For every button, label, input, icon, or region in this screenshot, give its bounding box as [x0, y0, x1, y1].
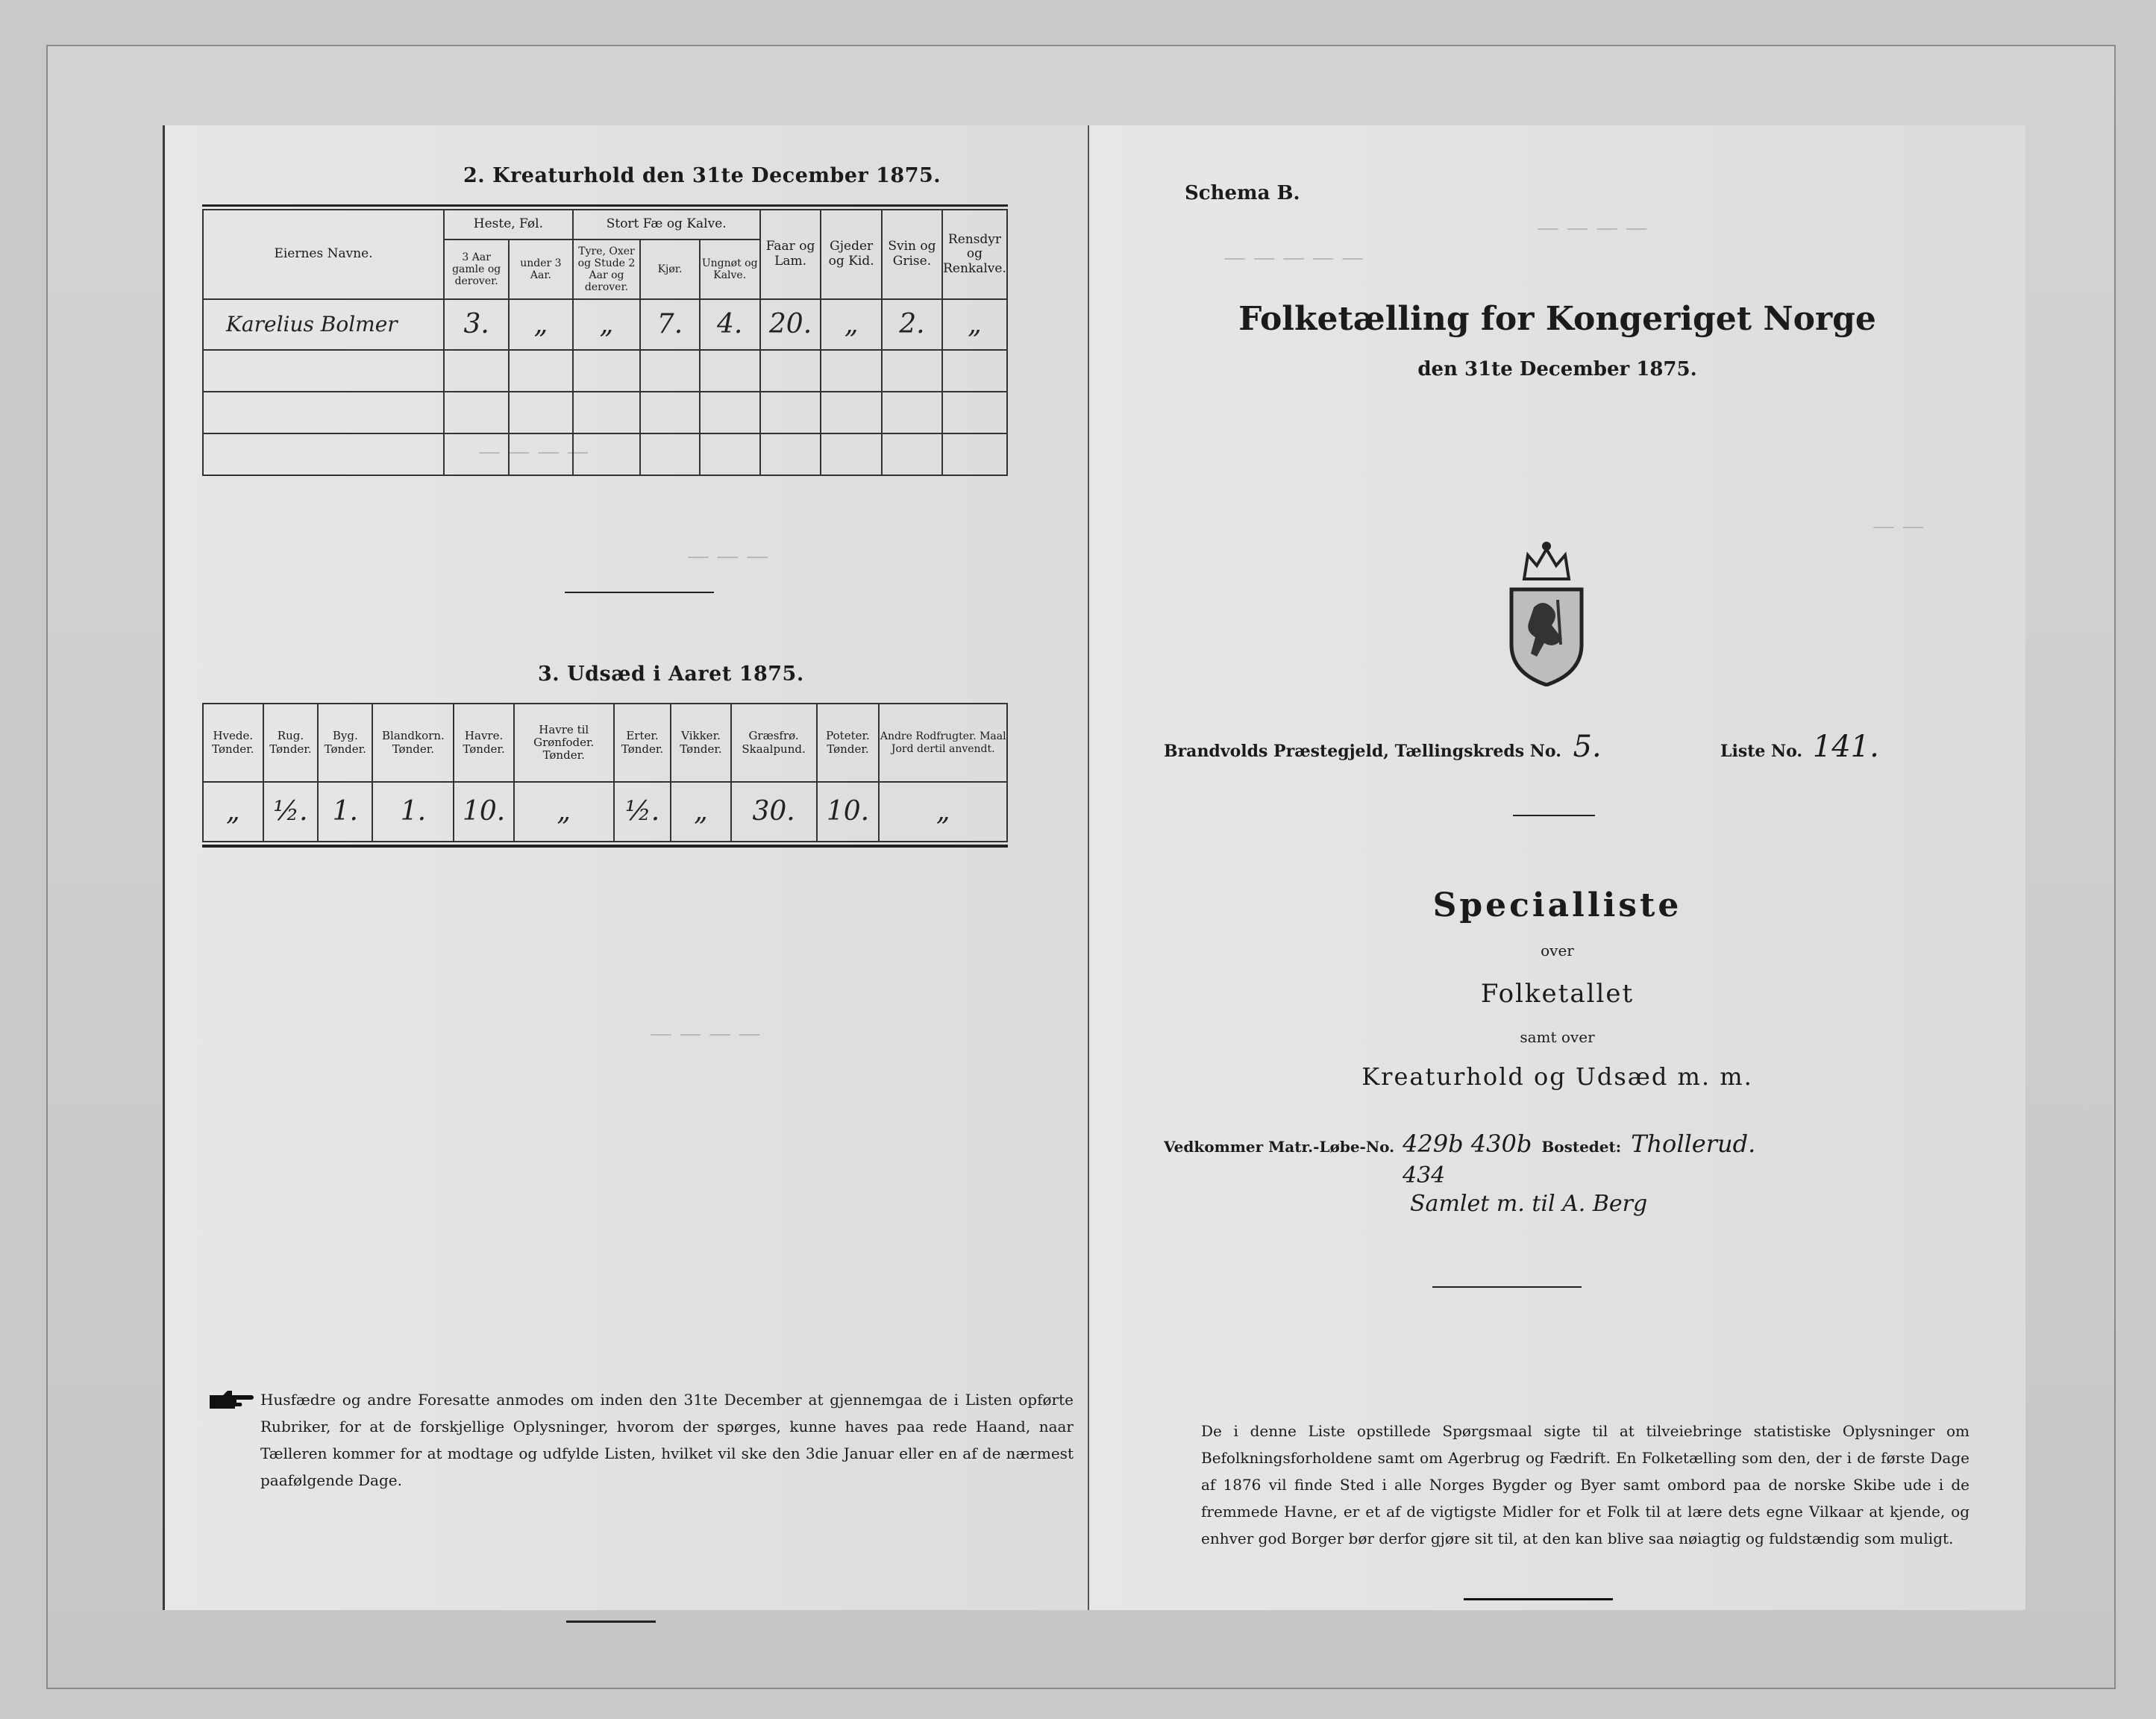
divider	[566, 1621, 656, 1623]
norwegian-coat-of-arms-icon	[1505, 540, 1588, 686]
table-row	[203, 433, 1007, 475]
schema-label: Schema B.	[1185, 182, 1300, 204]
header-cattle: Stort Fæ og Kalve.	[573, 210, 760, 239]
section2-title: 2. Kreaturhold den 31te December 1875.	[463, 164, 941, 187]
list-line	[1720, 730, 1879, 764]
table-row	[203, 350, 1007, 392]
census-date: den 31te December 1875.	[1417, 358, 1697, 381]
header-rye: Rug. Tønder.	[263, 704, 319, 782]
over-label: over	[1541, 942, 1574, 959]
header-calves: Ungnøt og Kalve.	[700, 239, 760, 299]
header-reindeer: Rensdyr og Renkalve.	[942, 210, 1007, 299]
pointing-hand-icon	[208, 1389, 254, 1410]
cell-value: 20.	[760, 299, 821, 350]
divider	[1513, 815, 1595, 816]
parish-line	[1164, 730, 1602, 764]
table-row	[203, 782, 1007, 842]
header-oats-fodder: Havre til Grønfoder. Tønder.	[514, 704, 614, 782]
parish-label: Brandvolds Præstegjeld, Tællingskreds No.	[1164, 742, 1561, 761]
bleed-through: — —	[1873, 513, 1925, 539]
cell-value: 1.	[372, 782, 454, 842]
list-number: 141.	[1812, 730, 1879, 764]
header-oats: Havre. Tønder.	[454, 704, 513, 782]
specialliste-title: Specialliste	[1432, 886, 1682, 924]
divider	[1432, 1286, 1582, 1288]
header-potatoes: Poteter. Tønder.	[817, 704, 880, 782]
header-owner: Eiernes Navne.	[203, 210, 444, 299]
bosted-value: Thollerud.	[1631, 1130, 1756, 1158]
notice-text: Husfædre og andre Foresatte anmodes om inden den 31te December at gjennemgaa de i Listen opførte Rubriker, for at de forskjellige Oplysninger, hvorom der spørges, kunne haves paa rede Haand, naar Tælleren kommer for at modtage og udfylde Listen, hvilket vil ske den 3die Januar eller en af de nærmest paafølgende Dage.	[260, 1391, 1074, 1489]
cell-value: 7.	[640, 299, 699, 350]
header-grass-seed: Græsfrø. Skaalpund.	[731, 704, 817, 782]
samt-over-label: samt over	[1520, 1028, 1595, 1046]
folketallet-label: Folketallet	[1480, 979, 1635, 1009]
header-peas: Erter. Tønder.	[614, 704, 671, 782]
left-page	[163, 125, 1090, 1610]
cell-value: „	[203, 782, 263, 842]
header-mixed-grain: Blandkorn. Tønder.	[372, 704, 454, 782]
matr-number: 429b 430b	[1403, 1130, 1532, 1158]
header-goats: Gjeder og Kid.	[821, 210, 882, 299]
livestock-table	[202, 209, 1008, 476]
cell-value: „	[879, 782, 1007, 842]
bottom-rule	[202, 845, 1008, 848]
cell-value: 10.	[454, 782, 513, 842]
cell-value: 10.	[817, 782, 880, 842]
district-number: 5.	[1573, 730, 1602, 764]
cell-value: „	[942, 299, 1007, 350]
bleed-through: — — — —	[650, 1021, 761, 1047]
header-cows: Kjør.	[640, 239, 699, 299]
list-label: Liste No.	[1720, 742, 1803, 761]
header-oxen: Tyre, Oxer og Stude 2 Aar og derover.	[573, 239, 641, 299]
cell-value: 30.	[731, 782, 817, 842]
bosted-label: Bostedet:	[1541, 1138, 1622, 1156]
cell-value: 3.	[444, 299, 509, 350]
header-horses: Heste, Føl.	[444, 210, 573, 239]
top-rule	[202, 204, 1008, 207]
cell-value: „	[509, 299, 572, 350]
owner-name: Karelius Bolmer	[203, 299, 444, 350]
cell-value: 4.	[700, 299, 760, 350]
bleed-through: — — —	[687, 543, 769, 569]
header-wheat: Hvede. Tønder.	[203, 704, 263, 782]
matr-line	[1164, 1130, 1755, 1158]
divider	[565, 592, 714, 593]
cell-value: „	[514, 782, 614, 842]
closing-rule	[1464, 1598, 1613, 1600]
cell-value: 2.	[882, 299, 942, 350]
matr-label: Vedkommer Matr.-Løbe-No.	[1164, 1138, 1395, 1156]
handwritten-note: Samlet m. til A. Berg	[1410, 1191, 1648, 1217]
cell-value: „	[821, 299, 882, 350]
header-vetch: Vikker. Tønder.	[671, 704, 730, 782]
cell-value: ½.	[614, 782, 671, 842]
bleed-through: — — — — —	[1223, 245, 1364, 271]
sowing-table	[202, 703, 1008, 842]
table-row	[203, 392, 1007, 433]
cell-value: 1.	[318, 782, 372, 842]
cell-value: ½.	[263, 782, 319, 842]
header-other-roots: Andre Rodfrugter. Maal Jord dertil anvendt.	[879, 704, 1007, 782]
notice-paragraph	[260, 1386, 1074, 1494]
header-sheep: Faar og Lam.	[760, 210, 821, 299]
cell-value: „	[573, 299, 641, 350]
bleed-through: — — — —	[1537, 215, 1648, 241]
section3-title: 3. Udsæd i Aaret 1875.	[538, 663, 804, 686]
census-title: Folketælling for Kongeriget Norge	[1238, 300, 1876, 338]
header-horses-under3: under 3 Aar.	[509, 239, 572, 299]
header-pigs: Svin og Grise.	[882, 210, 942, 299]
cell-value: „	[671, 782, 730, 842]
header-barley: Byg. Tønder.	[318, 704, 372, 782]
right-page	[1088, 125, 2025, 1610]
matr-number-2: 434	[1403, 1162, 1446, 1189]
header-horses-3plus: 3 Aar gamle og derover.	[444, 239, 509, 299]
kreaturhold-label: Kreaturhold og Udsæd m. m.	[1361, 1062, 1753, 1091]
table-row	[203, 299, 1007, 350]
info-paragraph: De i denne Liste opstillede Spørgsmaal sigte til at tilveiebringe statistiske Oplysninger om Befolkningsforholdene samt om Agerbrug og Fædrift. En Folketælling som den, der i de første Dage af 1876 vil finde Sted i alle Norges Bygder og Byer samt ombord paa de norske Skibe ude i de fremmede Havne, er et af de vigtigste Midler for et Folk til at lære dets egne Vilkaar at kjende, og enhver god Borger bør derfor gjøre sit til, at den kan blive saa nøiagtig og fuldstændig som muligt.	[1201, 1422, 1969, 1547]
bleed-through: — — — —	[478, 439, 589, 465]
